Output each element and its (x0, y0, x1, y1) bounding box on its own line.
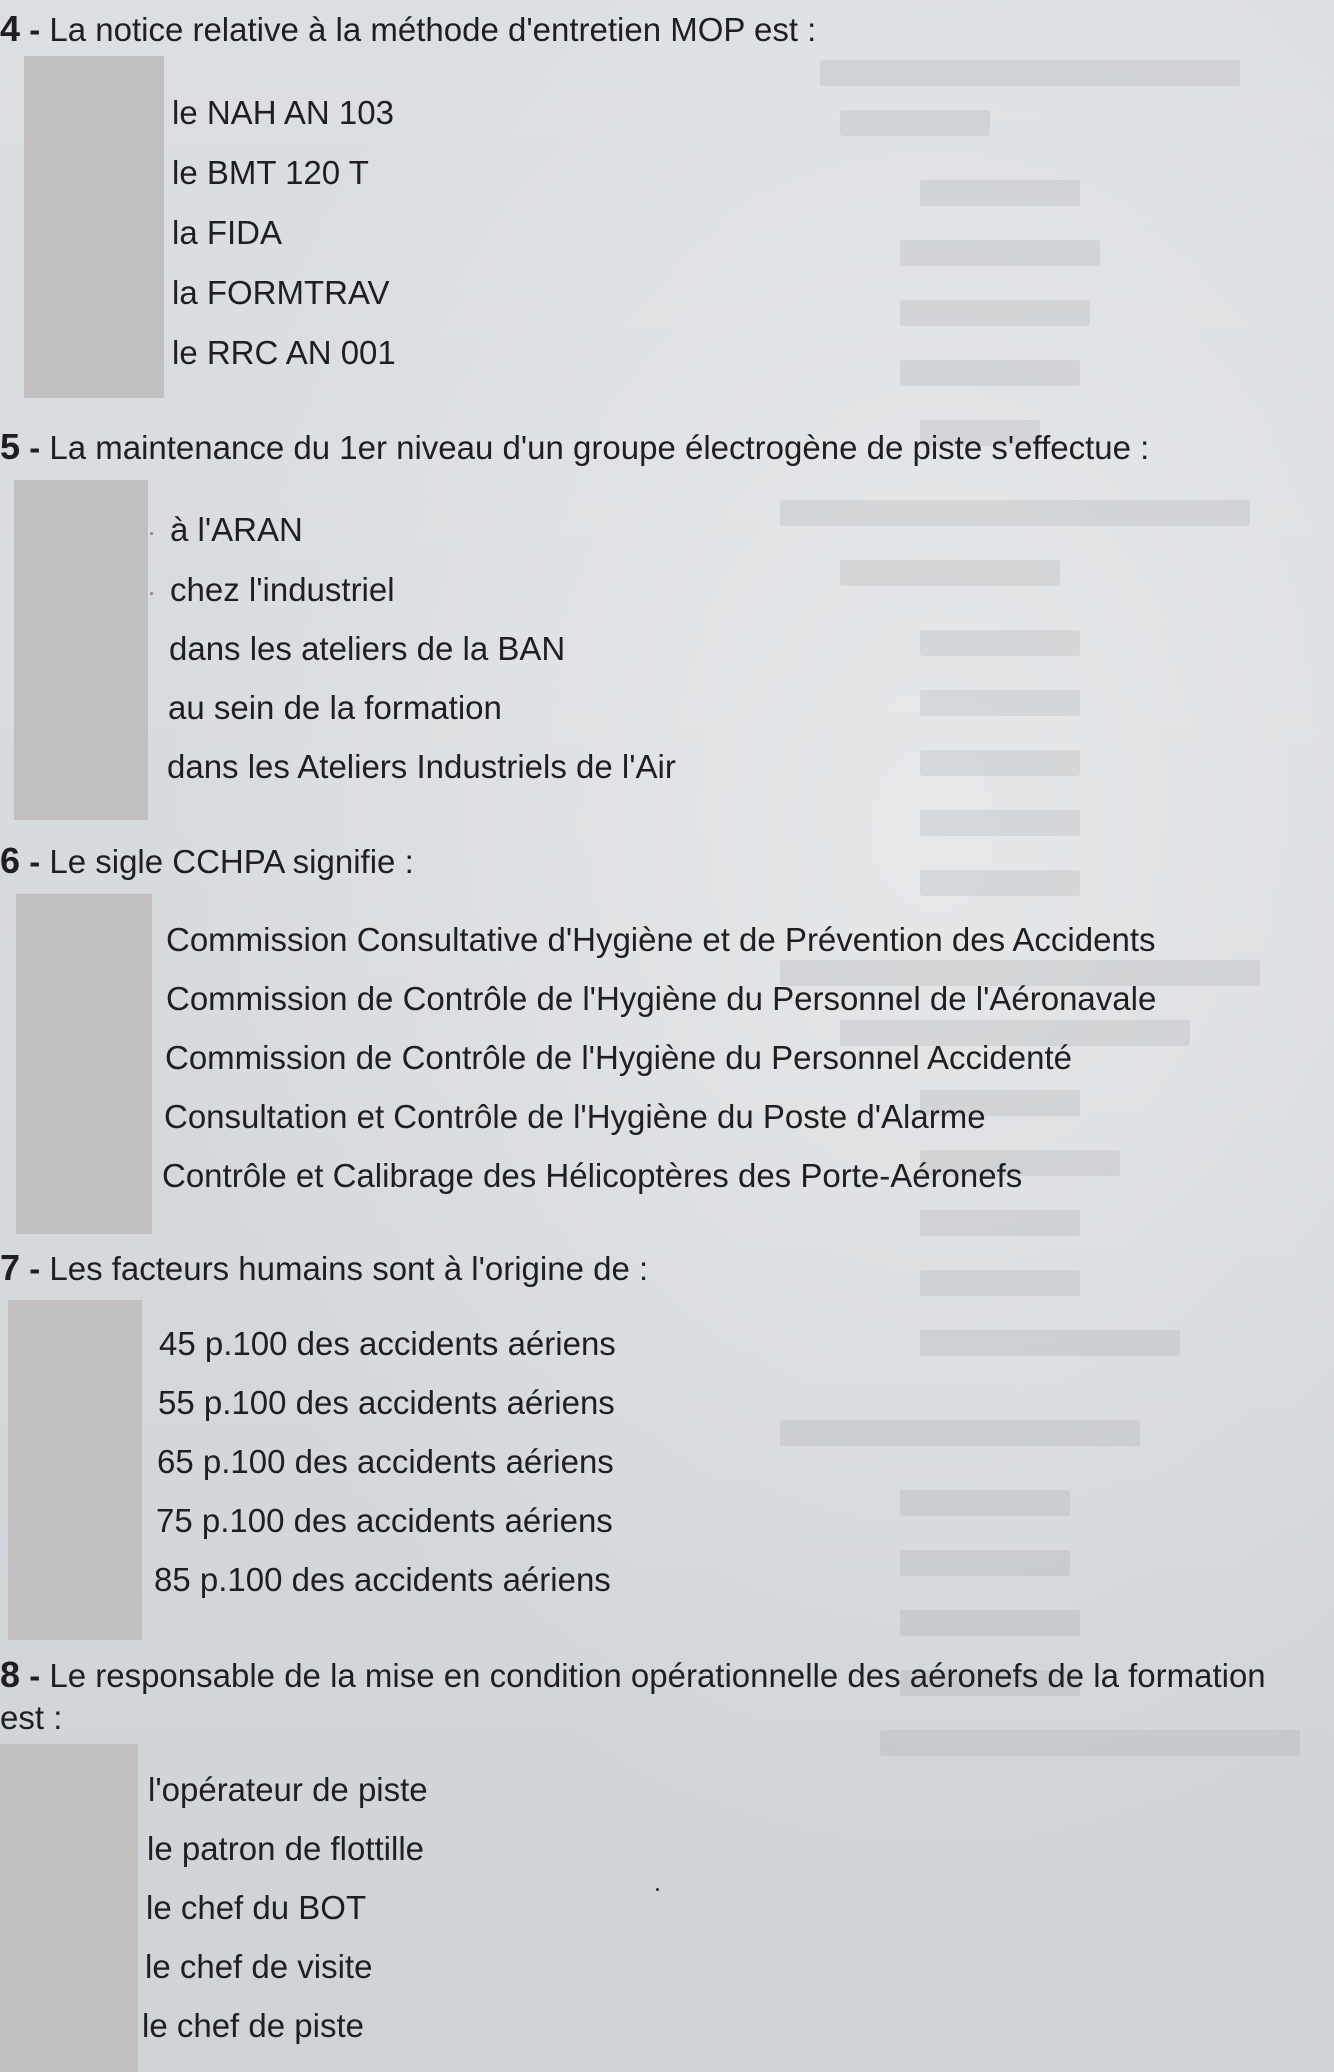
answer-option: le chef du BOT (146, 1889, 367, 1926)
question-text: La notice relative à la méthode d'entretien MOP est : (49, 11, 817, 48)
answer-option: chez l'industriel (170, 571, 395, 608)
scan-speck (150, 532, 153, 535)
answer-option: au sein de la formation (168, 689, 502, 726)
answer-option: le patron de flottille (147, 1830, 425, 1867)
redacted-answer-letters (14, 480, 148, 820)
show-through-text (780, 60, 1300, 1760)
answer-option: dans les Ateliers Industriels de l'Air (167, 748, 676, 785)
answer-option: à l'ARAN (170, 511, 303, 548)
question-stem: 7 - Les facteurs humains sont à l'origine de : (0, 1247, 649, 1288)
question-number: 6 (0, 840, 21, 881)
question-number: 5 (0, 426, 21, 467)
question-number: 4 (0, 8, 21, 49)
redacted-answer-letters (24, 56, 164, 398)
answer-option: Commission de Contrôle de l'Hygiène du Personnel de l'Aéronavale (166, 980, 1157, 1017)
question-text: Les facteurs humains sont à l'origine de : (49, 1250, 649, 1287)
question-text: La maintenance du 1er niveau d'un groupe électrogène de piste s'effectue : (49, 429, 1150, 466)
question-stem: 4 - La notice relative à la méthode d'entretien MOP est : (0, 8, 817, 49)
answer-option: dans les ateliers de la BAN (169, 630, 566, 667)
answer-option: 75 p.100 des accidents aériens (156, 1502, 613, 1539)
answer-option: 65 p.100 des accidents aériens (157, 1443, 614, 1480)
redacted-answer-letters (0, 1744, 138, 2072)
answer-option: 45 p.100 des accidents aériens (159, 1325, 616, 1362)
answer-option: le chef de piste (142, 2007, 364, 2044)
answer-option: le RRC AN 001 (172, 334, 396, 371)
question-stem: 5 - La maintenance du 1er niveau d'un groupe électrogène de piste s'effectue : (0, 426, 1150, 467)
question-text: Le responsable de la mise en condition opérationnelle des aéronefs de la formation est : (0, 1657, 1266, 1736)
answer-option: 55 p.100 des accidents aériens (158, 1384, 615, 1421)
answer-option: le chef de visite (145, 1948, 373, 1985)
scan-speck (656, 1888, 659, 1891)
question-stem: 8 - Le responsable de la mise en condition opérationnelle des aéronefs de la formation est : (0, 1654, 1266, 1736)
question-stem: 6 - Le sigle CCHPA signifie : (0, 840, 414, 881)
answer-option: le NAH AN 103 (172, 94, 394, 131)
answer-option: la FIDA (172, 214, 283, 251)
redacted-answer-letters (16, 894, 152, 1234)
question-number: 8 (0, 1654, 21, 1695)
answer-option: Commission de Contrôle de l'Hygiène du Personnel Accidenté (165, 1039, 1072, 1076)
answer-option: le BMT 120 T (172, 154, 369, 191)
answer-option: Contrôle et Calibrage des Hélicoptères des Porte-Aéronefs (162, 1157, 1023, 1194)
answer-option: l'opérateur de piste (148, 1771, 428, 1808)
scan-speck (150, 592, 153, 595)
answer-option: 85 p.100 des accidents aériens (154, 1561, 611, 1598)
question-number: 7 (0, 1247, 21, 1288)
answer-option: Commission Consultative d'Hygiène et de Prévention des Accidents (166, 921, 1156, 958)
answer-option: la FORMTRAV (172, 274, 390, 311)
question-text: Le sigle CCHPA signifie : (49, 843, 414, 880)
answer-option: Consultation et Contrôle de l'Hygiène du Poste d'Alarme (164, 1098, 986, 1135)
redacted-answer-letters (8, 1300, 142, 1640)
